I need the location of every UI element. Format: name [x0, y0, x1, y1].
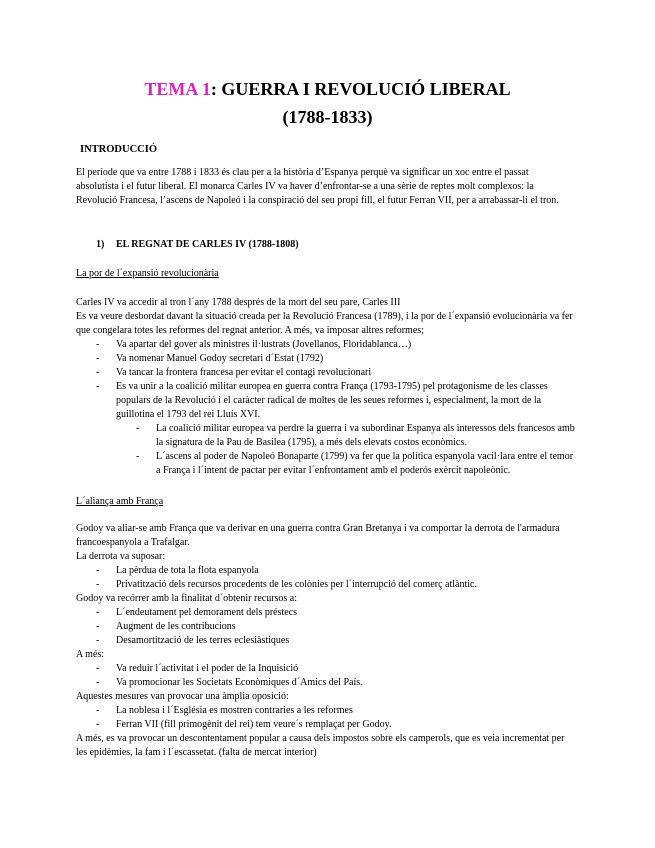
bullet-list [76, 704, 576, 732]
list-item: - L´ascens al poder de Napoleó Bonaparte (1799) va fer que la política espanyola vacil·lara entre el temor a França i l´intent de pactar per evitar l´enfrontament amb el poderós exèrcit napoleònic. [76, 450, 576, 478]
list-item: - La coalició militar europea va perdre la guerra i va subordinar Espanya als interessos dels francesos amb la signatura de la Pau de Basilea (1795), a més dels elevats costos econòmics. [76, 422, 576, 450]
list-item: - Privatització dels recursos procedents de les colònies per l´interrupció del comerç atlàntic. [76, 578, 576, 592]
bullet-list [76, 606, 576, 648]
list-item: - Va tancar la frontera francesa per evitar el contagi revolucionari [76, 366, 576, 380]
paragraph: Aquestes mesures van provocar una àmplia oposició: [76, 691, 289, 702]
paragraph: Godoy va recórrer amb la finalitat d´obtenir recursos a: [76, 593, 298, 604]
section-1-title: EL REGNAT DE CARLES IV (1788-1808) [116, 239, 299, 250]
subsection-body-revolution [76, 296, 576, 478]
section-1-heading [96, 239, 299, 250]
page-title [0, 78, 655, 100]
list-item: - La pèrdua de tota la flota espanyola [76, 564, 576, 578]
list-item: - Va reduir l´activitat i el poder de la Inquisició [76, 662, 576, 676]
list-item: - Va promocionar les Societats Econòmiques d´Amics del País. [76, 676, 576, 690]
paragraph: Carles IV va accedir al tron l´any 1788 després de la mort del seu pare, Carles III [76, 297, 401, 308]
bullet-list [76, 662, 576, 690]
section-1-number: 1) [96, 239, 105, 250]
list-item: - Va nomenar Manuel Godoy secretari d´Estat (1792) [76, 352, 576, 366]
list-item: - L´endeutament pel demorament dels préstecs [76, 606, 576, 620]
subsection-body-alliance [76, 522, 576, 760]
title-text: : GUERRA I REVOLUCIÓ LIBERAL [210, 79, 511, 99]
paragraph: Godoy va aliar-se amb França que va derivar en una guerra contra Gran Bretanya i va comportar la derrota de l'armadura francoespanyola a Trafalgar. [76, 523, 560, 548]
list-item: - La noblesa i l´Església es mostren contraries a les reformes [76, 704, 576, 718]
list-item: - Desamortització de les terres eclesiàstiques [76, 634, 576, 648]
title-years: (1788-1833) [282, 107, 373, 127]
intro-paragraph: El període que va entre 1788 i 1833 és clau per a la història d’Espanya perquè va significar un xoc entre el passat absolutista i el futur liberal. El monarca Carles IV va haver d’enfrontar-se a una sèrie de reptes molt complexos: la Revolució Francesa, l’ascens de Napoleó i la conspiració del seu propi fill, el futur Ferran VII, per a arrabassar-li el tron. [76, 167, 559, 206]
list-item: - Va apartar del gover als ministres il·lustrats (Jovellanos, Floridablanca…) [76, 338, 576, 352]
subsection-heading-alliance: L´aliança amb França [76, 496, 164, 507]
list-item: - Augment de les contribucions [76, 620, 576, 634]
title-accent: TEMA 1 [144, 79, 211, 99]
bullet-list [76, 338, 576, 478]
paragraph: A més: [76, 649, 105, 660]
paragraph: A més, es va provocar un descontentament popular a causa dels impostos sobre els camperols, que es veia incrementat per les epidèmies, la fam i l´escassetat. (falta de mercat interior) [76, 733, 565, 758]
paragraph: La derrota va suposar: [76, 551, 166, 562]
bullet-list [76, 564, 576, 592]
list-item: - Es va unir a la coalició militar europea en guerra contra França (1793-1795) pel protagonisme de les classes populars de la Revolució i el caràcter radical de moltes de les seues reformes i, especialment, la mort de la guillotina el 1793 del rei Lluís XVI. [76, 380, 576, 422]
subsection-heading-revolution: La por de l´expansió revolucionària [76, 268, 219, 279]
paragraph: Es va veure desbordat davant la situació creada per la Revolució Francesa (1789), i la por de l´expansió evolucionària va fer que congelara totes les reformes del regnat anterior. A més, va imposar altres reformes; [76, 311, 573, 336]
intro-heading: INTRODUCCIÓ [80, 144, 158, 155]
list-item: - Ferran VII (fill primogènit del rei) tem veure´s remplaçat per Godoy. [76, 718, 576, 732]
